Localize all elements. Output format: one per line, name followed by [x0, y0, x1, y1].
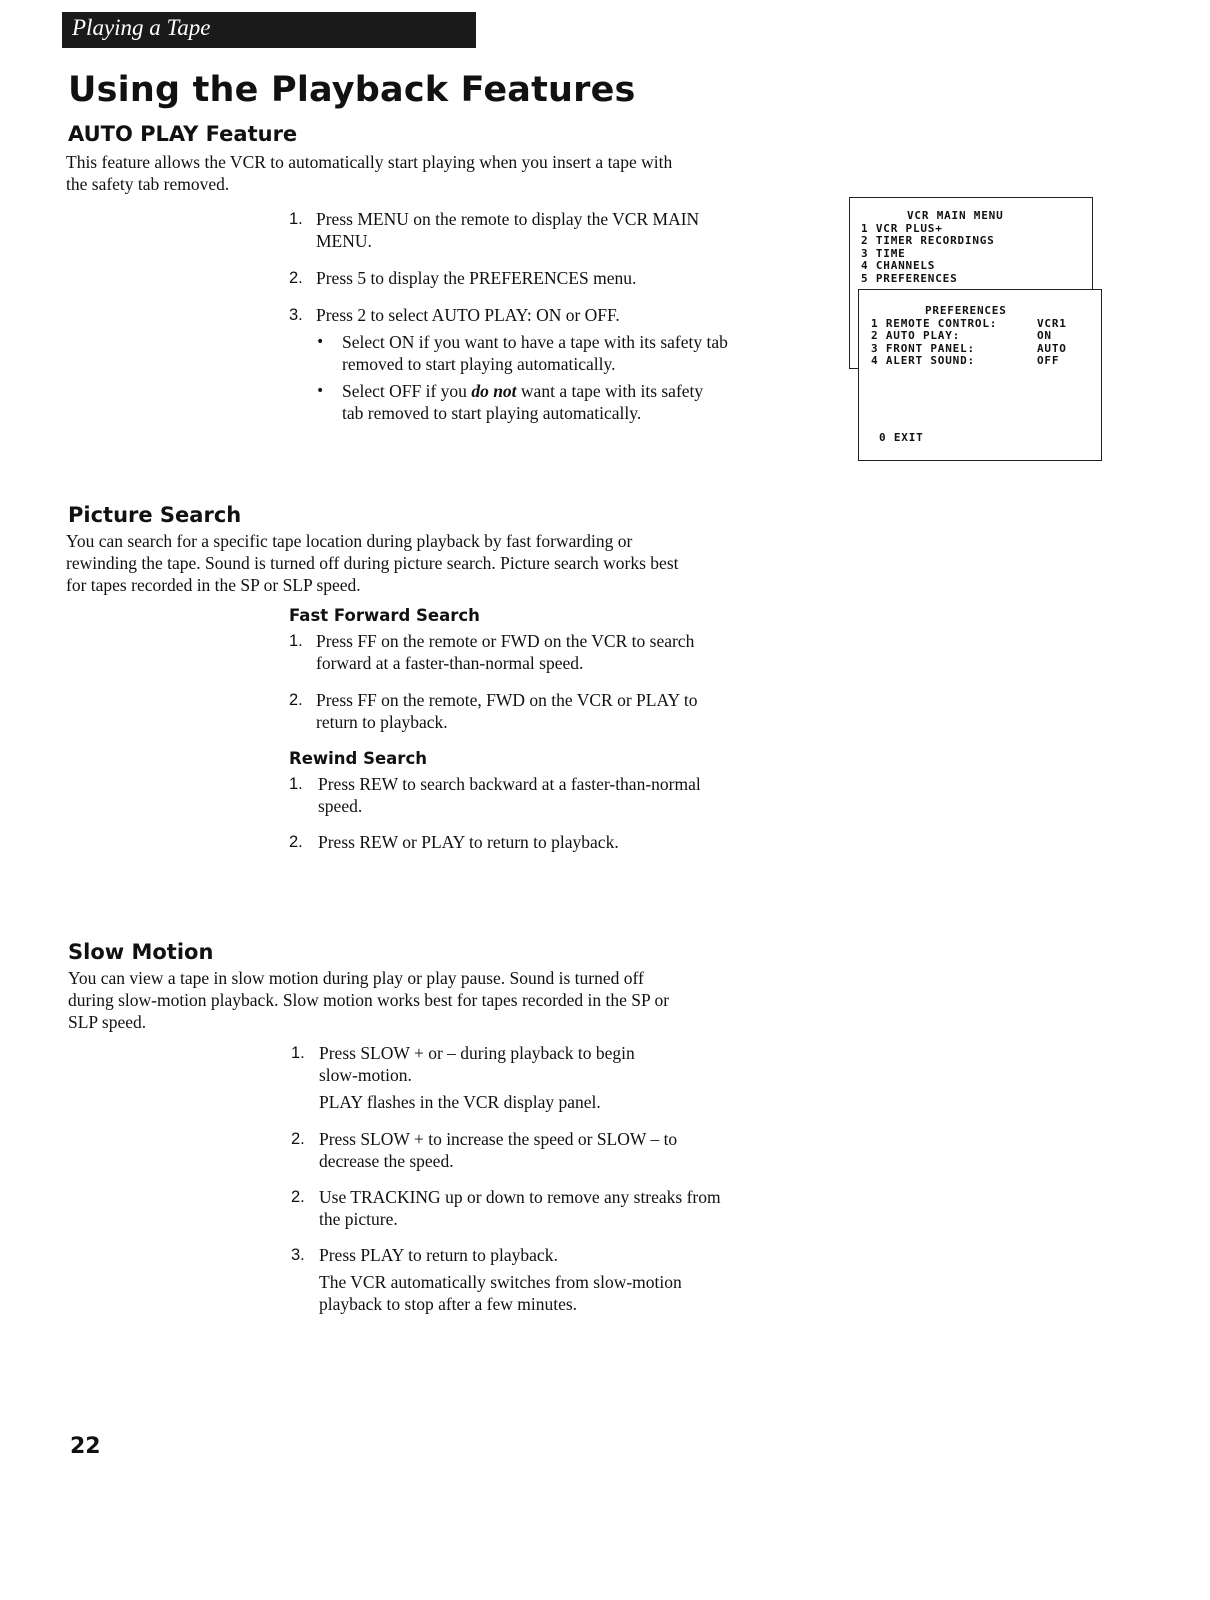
preferences-item-value: VCR1: [1037, 317, 1067, 330]
preferences-item-label: 1 REMOTE CONTROL:: [871, 317, 998, 330]
slow-step-2: 2. Press SLOW + to increase the speed or SLOW – to decrease the speed.: [291, 1129, 678, 1171]
ff-step-2: 2. Press FF on the remote, FWD on the VCR or PLAY to return to playback.: [289, 690, 698, 732]
picture-search-intro: You can search for a specific tape location during playback by fast forwarding or rewinding the tape. Sound is turned off during picture search. Picture search works best for tapes recorded in the SP or SLP speed.: [66, 531, 679, 595]
section-header-bar: [62, 12, 476, 48]
slow-motion-intro: You can view a tape in slow motion during play or play pause. Sound is turned off during slow-motion playback. Slow motion works best for tapes recorded in the SP or SLP speed.: [68, 968, 670, 1032]
preferences-title: PREFERENCES: [925, 304, 1007, 317]
preferences-item-value: ON: [1037, 329, 1052, 342]
preferences-item-value: OFF: [1037, 354, 1060, 367]
slow-step-4: 3. Press PLAY to return to playback.: [291, 1245, 558, 1265]
slow-step-3: 2. Use TRACKING up or down to remove any streaks from the picture.: [291, 1187, 721, 1229]
main-menu-item: 3 TIME: [861, 247, 906, 260]
slow-step-1: 1. Press SLOW + or – during playback to begin slow-motion.: [291, 1043, 635, 1085]
auto-play-step-1: 1. Press MENU on the remote to display the VCR MAIN MENU.: [289, 209, 700, 251]
main-menu-item: 2 TIMER RECORDINGS: [861, 234, 995, 247]
fast-forward-search-heading: Fast Forward Search: [289, 606, 480, 625]
page-title: Using the Playback Features: [68, 70, 636, 110]
picture-search-heading: Picture Search: [68, 503, 242, 527]
page-number: 22: [70, 1434, 101, 1459]
preferences-menu-screen: [858, 289, 1102, 461]
main-menu-item: 5 PREFERENCES: [861, 272, 958, 285]
section-header-label: Playing a Tape: [72, 15, 211, 40]
slow-motion-heading: Slow Motion: [68, 940, 214, 964]
preferences-item-label: 3 FRONT PANEL:: [871, 342, 975, 355]
rew-step-1: 1. Press REW to search backward at a faster-than-normal speed.: [289, 774, 701, 816]
slow-step-1-note: PLAY flashes in the VCR display panel.: [319, 1092, 601, 1112]
auto-play-step-3: 3. Press 2 to select AUTO PLAY: ON or OFF.: [289, 305, 620, 325]
rewind-search-heading: Rewind Search: [289, 749, 427, 768]
preferences-exit: 0 EXIT: [879, 431, 924, 444]
main-menu-title: VCR MAIN MENU: [907, 209, 1004, 222]
auto-play-step-2: 2. Press 5 to display the PREFERENCES menu.: [289, 268, 637, 288]
preferences-item-value: AUTO: [1037, 342, 1067, 355]
auto-play-bullet-on: • Select ON if you want to have a tape with its safety tab removed to start playing automatically.: [316, 332, 728, 374]
bullet-dot-icon: •: [316, 334, 325, 350]
preferences-item-label: 4 ALERT SOUND:: [871, 354, 975, 367]
auto-play-intro: This feature allows the VCR to automatically start playing when you insert a tape with the safety tab removed.: [66, 152, 673, 194]
slow-step-4-note: The VCR automatically switches from slow-motion playback to stop after a few minutes.: [319, 1272, 682, 1314]
bullet-dot-icon: •: [316, 383, 325, 399]
main-menu-item: 1 VCR PLUS+: [861, 222, 943, 235]
ff-step-1: 1. Press FF on the remote or FWD on the VCR to search forward at a faster-than-normal speed.: [289, 631, 695, 673]
preferences-item-label: 2 AUTO PLAY:: [871, 329, 961, 342]
auto-play-heading: AUTO PLAY Feature: [68, 122, 298, 146]
auto-play-bullet-off: • Select OFF if you do not want a tape with its safety tab removed to start playing automatically.: [316, 381, 704, 423]
main-menu-item: 4 CHANNELS: [861, 259, 936, 272]
rew-step-2: 2. Press REW or PLAY to return to playback.: [289, 832, 619, 852]
